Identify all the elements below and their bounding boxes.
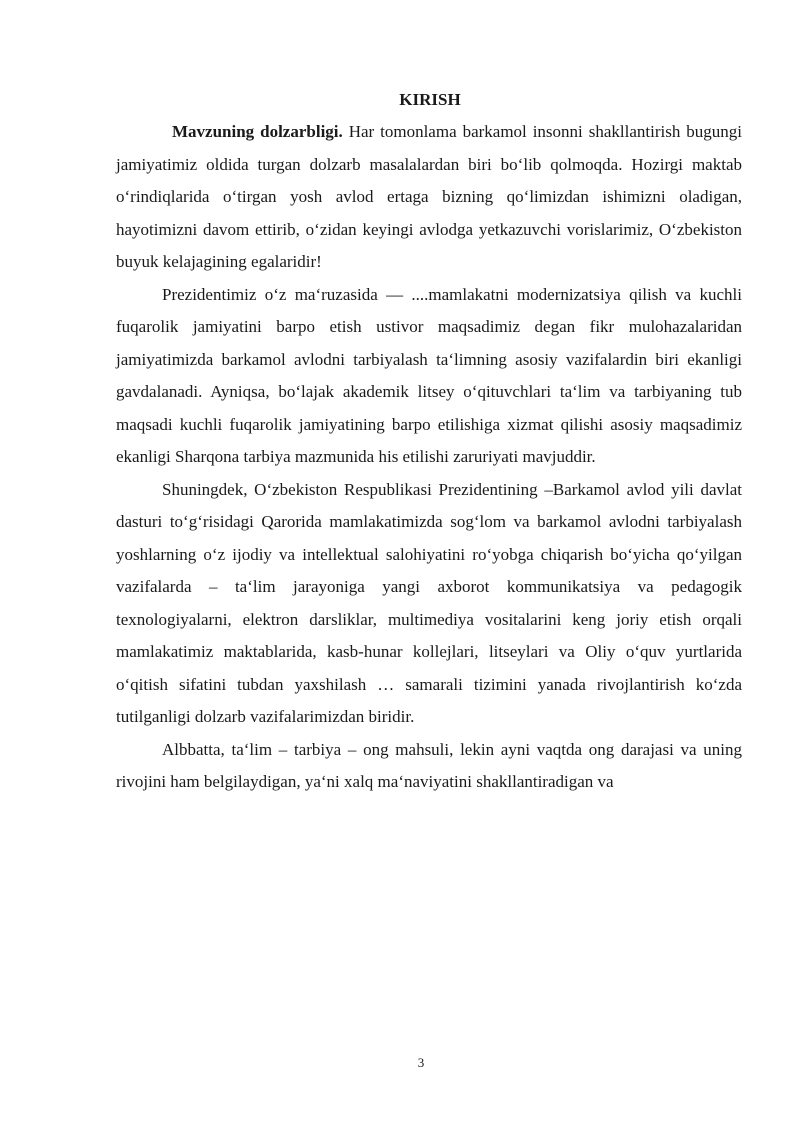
paragraph-1-lead: Mavzuning dolzarbligi. (172, 122, 343, 141)
paragraph-3: Shuningdek, O‘zbekiston Respublikasi Prezidentining –Barkamol avlod yili davlat dasturi to‘g‘risidagi Qarorida mamlakatimizda sog‘lom va barkamol avlodni tarbiyalash yoshlarning o‘z ijodiy va intellektual salohiyatini ro‘yobga chiqarish bo‘yicha qo‘yilgan vazifalarda – ta‘lim jarayoniga yangi axborot kommunikatsiya va pedagogik texnologiyalarni, elektron darsliklar, multimediya vositalarini keng joriy etish orqali mamlakatimiz maktablarida, kasb-hunar kollejlari, litseylari va Oliy o‘quv yurtlarida o‘qitish sifatini tubdan yaxshilash … samarali tizimini yanada rivojlantirish ko‘zda tutilganligi dolzarb vazifalarimizdan biridir. (116, 479, 742, 726)
paragraph-2: Prezidentimiz o‘z ma‘ruzasida — ....mamlakatni modernizatsiya qilish va kuchli fuqarolik jamiyatini barpo etish ustivor maqsadimiz degan fikr mulohazalaridan jamiyatimizda barkamol avlodni tarbiyalash ta‘limning asosiy vazifalardin biri ekanligi gavdalanadi. Ayniqsa, bo‘lajak akademik litsey o‘qituvchlari ta‘lim va tarbiyaning tub maqsadi kuchli fuqarolik jamiyatining barpo etilishiga xizmat qilishi asosiy maqsadimiz ekanligi Sharqona tarbiya mazmunida his etilishi zaruriyati mavjuddir. (116, 284, 742, 466)
body-text (116, 116, 742, 799)
page-number: 3 (417, 1055, 425, 1070)
paragraph-1 (116, 116, 742, 279)
section-heading: KIRISH (399, 90, 461, 109)
paragraph-4: Albbatta, ta‘lim – tarbiya – ong mahsuli, lekin ayni vaqtda ong darajasi va uning rivojini ham belgilaydigan, ya‘ni xalq ma‘naviyatini shakllantiradigan va (116, 739, 742, 791)
paragraph-1-text: Har tomonlama barkamol insonni shakllantirish bugungi jamiyatimiz oldida turgan dolzarb masalalardan biri bo‘lib qolmoqda. Hozirgi maktab o‘rindiqlarida o‘tirgan yosh avlod ertaga bizning qo‘limizdan ishimizni oladigan, hayotimizni davom ettirib, o‘zidan keyingi avlodga yetkazuvchi vorislarimiz, O‘zbekiston buyuk kelajagining egalaridir! (116, 122, 742, 271)
